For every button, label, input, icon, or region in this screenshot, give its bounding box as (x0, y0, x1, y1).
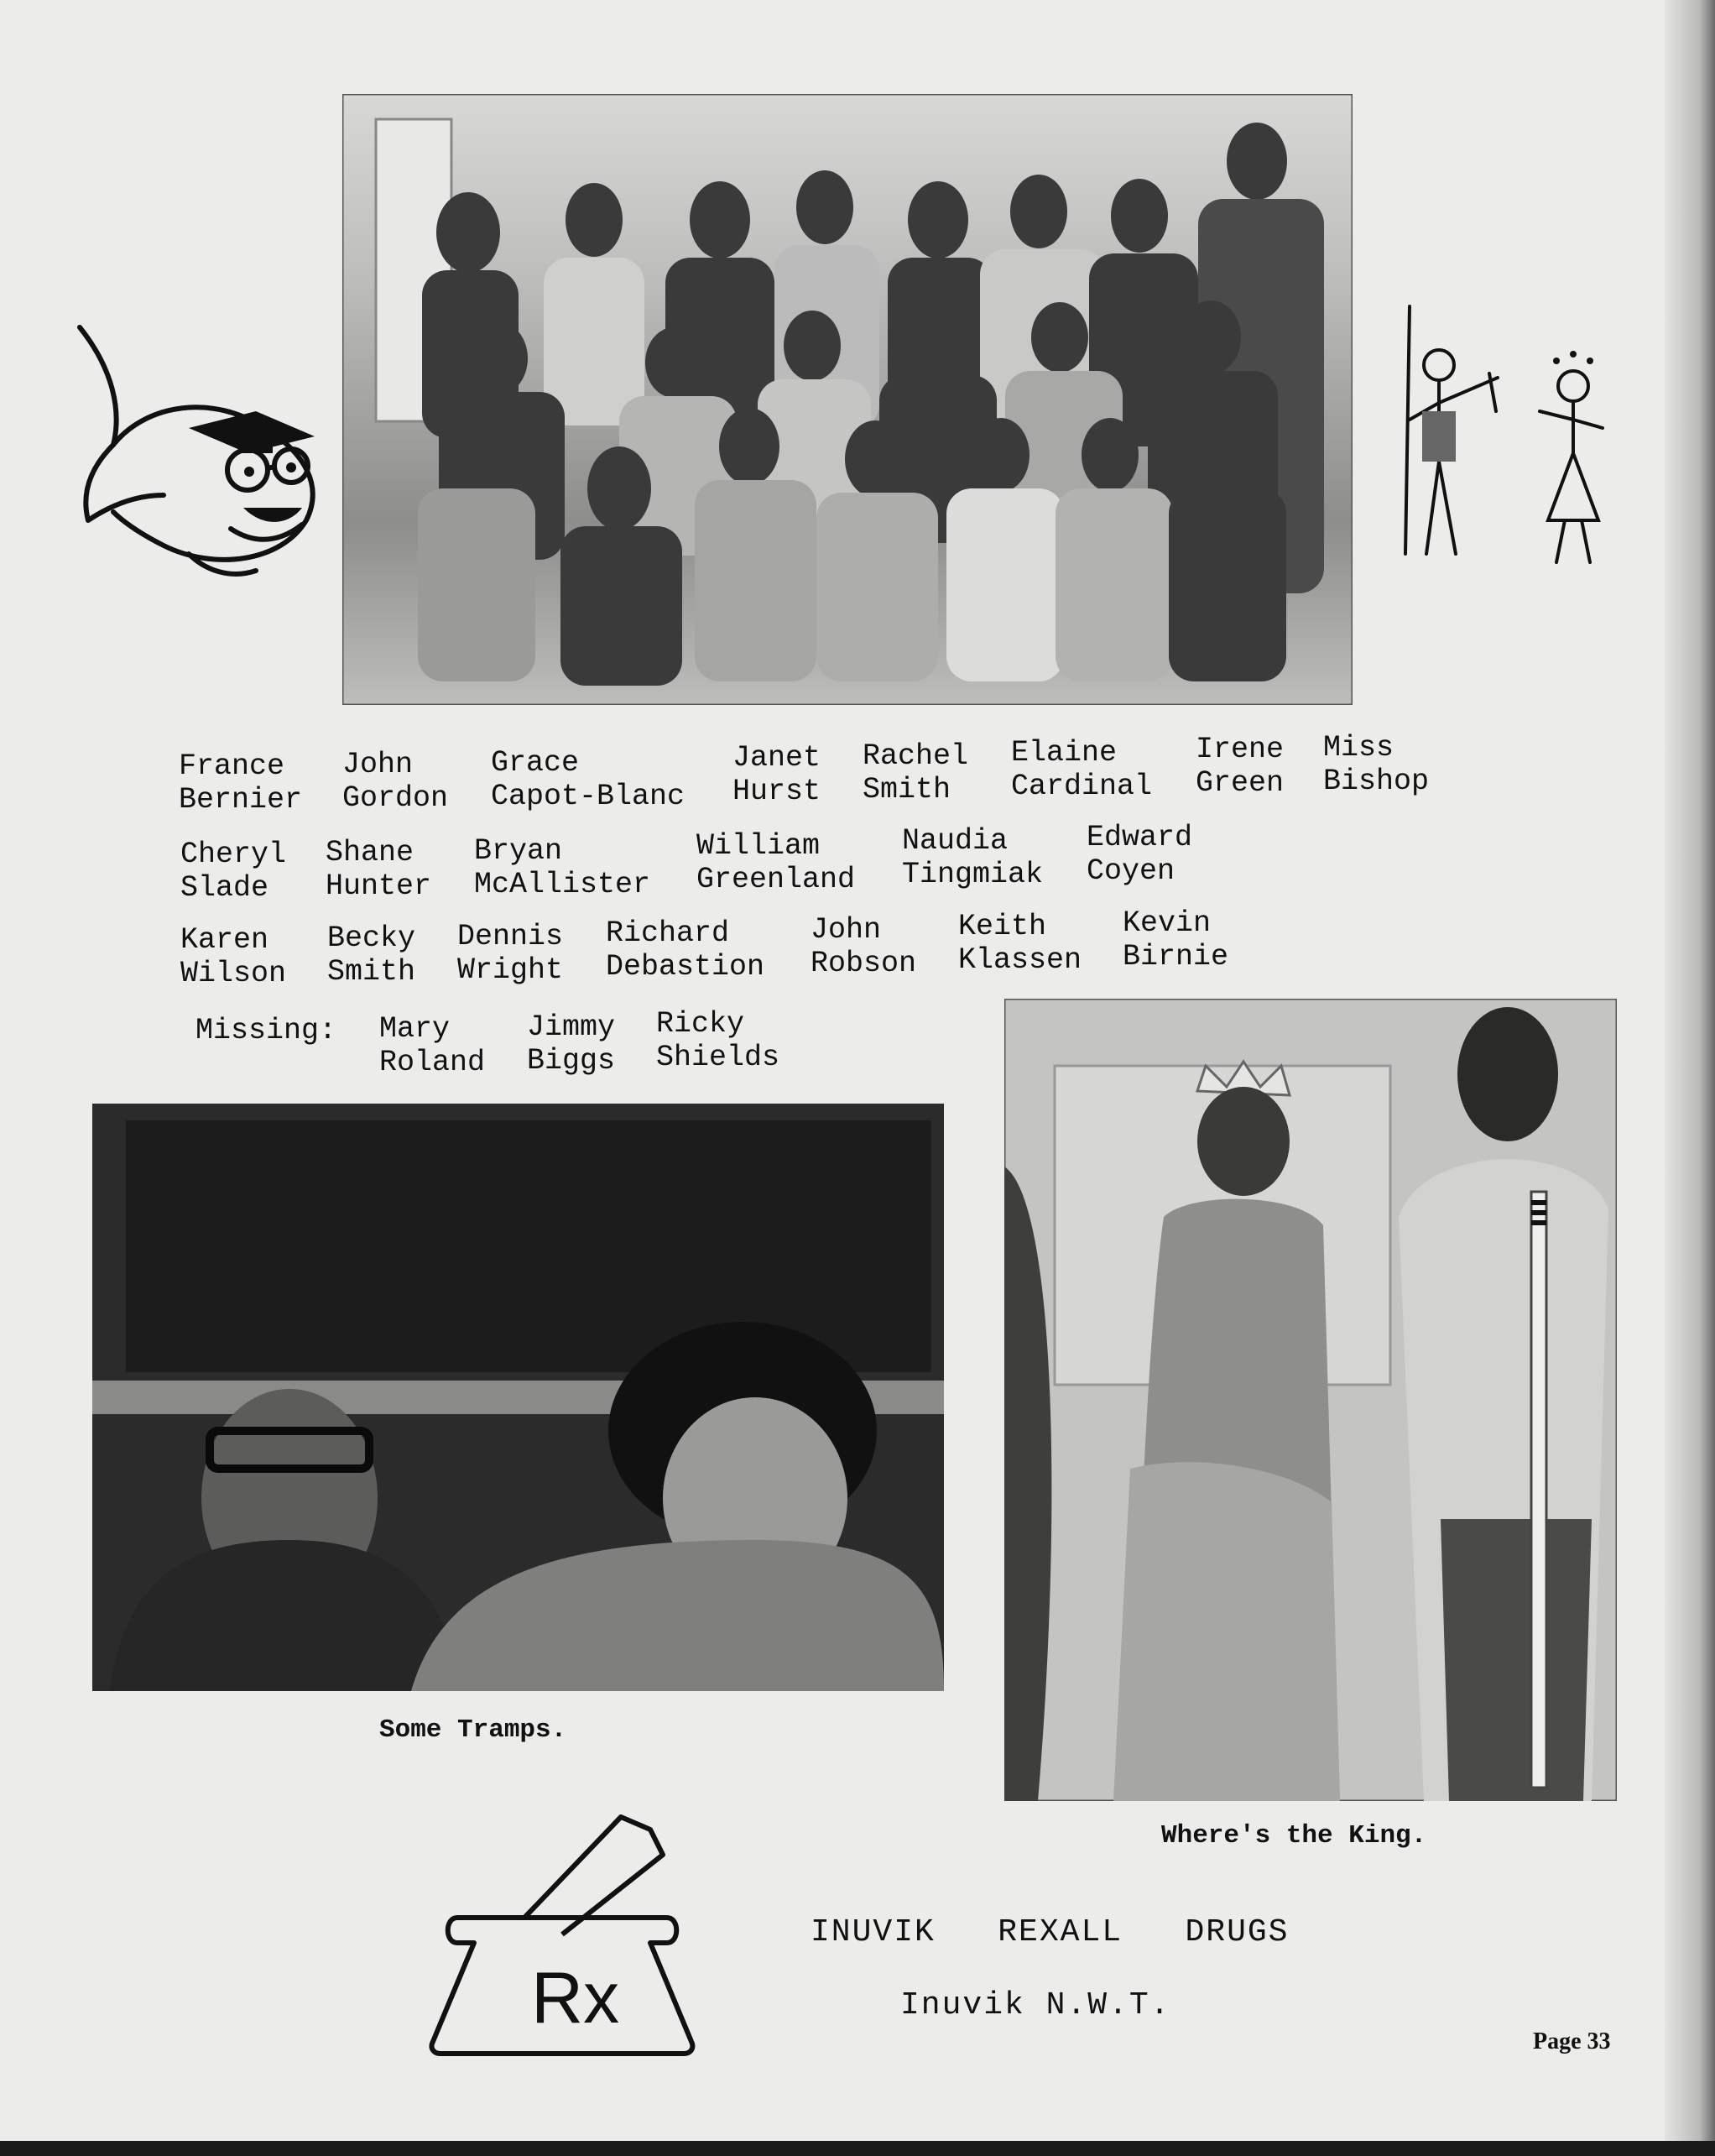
name-becky-smith: Becky Smith (327, 921, 416, 989)
name-bryan-mcallister: Bryan McAllister (474, 834, 651, 901)
name-william-greenland: William Greenland (696, 829, 856, 896)
tramps-photo (92, 1104, 944, 1691)
name-france-bernier: France Bernier (179, 749, 303, 817)
king-photo-figures (1004, 999, 1617, 1801)
rx-symbol: Rx (531, 1958, 620, 2039)
king-photo (1004, 999, 1617, 1801)
name-rachel-smith: Rachel Smith (863, 739, 969, 807)
name-keith-klassen: Keith Klassen (958, 910, 1082, 977)
name-karen-wilson: Karen Wilson (180, 923, 287, 990)
name-richard-debastion: Richard Debastion (606, 916, 765, 984)
name-irene-green: Irene Green (1196, 733, 1285, 800)
name-mary-roland: Mary Roland (379, 1012, 486, 1079)
page-edge-shadow (1665, 0, 1715, 2156)
name-shane-hunter: Shane Hunter (326, 836, 432, 903)
name-edward-coyen: Edward Coyen (1087, 821, 1193, 888)
king-caption: Where's the King. (1161, 1821, 1427, 1851)
missing-label: Missing: (195, 1014, 337, 1047)
mortar-and-pestle-icon (424, 1792, 701, 2060)
name-kevin-birnie: Kevin Birnie (1123, 906, 1229, 974)
graduate-fish-icon (63, 319, 340, 596)
name-miss-bishop: Miss Bishop (1323, 731, 1430, 798)
name-dennis-wright: Dennis Wright (457, 920, 564, 987)
class-photo-figures (342, 94, 1353, 705)
name-john-robson: John Robson (811, 913, 917, 980)
name-john-gordon: John Gordon (342, 748, 449, 815)
tramps-caption: Some Tramps. (379, 1715, 567, 1745)
class-group-photo (342, 94, 1353, 705)
name-elaine-cardinal: Elaine Cardinal (1011, 736, 1153, 803)
fisherman-and-woman-cartoon-icon (1397, 294, 1615, 571)
page-number: Page 33 (1533, 2028, 1611, 2054)
rexall-business-name: INUVIK REXALL DRUGS (811, 1914, 1290, 1950)
name-ricky-shields: Ricky Shields (656, 1007, 780, 1074)
name-cheryl-slade: Cheryl Slade (180, 838, 287, 905)
name-naudia-tingmiak: Naudia Tingmiak (902, 824, 1044, 891)
name-janet-hurst: Janet Hurst (732, 741, 821, 808)
bottom-scan-strip (0, 2141, 1715, 2156)
rexall-location: Inuvik N.W.T. (900, 1987, 1171, 2023)
name-jimmy-biggs: Jimmy Biggs (527, 1010, 616, 1078)
name-grace-capot-blanc: Grace Capot-Blanc (491, 746, 685, 813)
tramps-photo-figures (92, 1104, 944, 1691)
